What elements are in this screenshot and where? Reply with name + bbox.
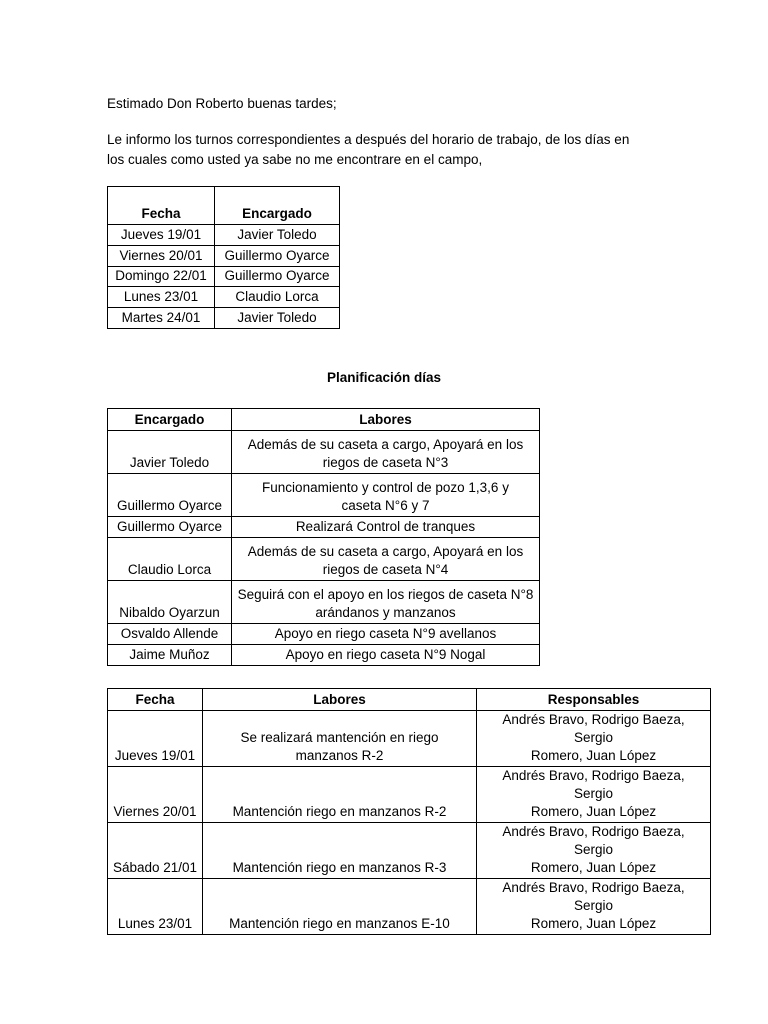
task-cell: Apoyo en riego caseta N°9 Nogal (232, 645, 540, 666)
table-row (108, 245, 340, 266)
date-cell: Viernes 20/01 (108, 245, 215, 266)
task-cell (203, 711, 477, 767)
header-responsables: Responsables (477, 689, 711, 711)
table-row (108, 517, 540, 538)
table-row (108, 538, 540, 581)
table-row (108, 581, 540, 624)
person-cell: Nibaldo Oyarzun (108, 581, 232, 624)
responsables-line: Romero, Juan López (530, 748, 657, 763)
task-line: riegos de caseta N°4 (322, 562, 449, 577)
date-cell: Jueves 19/01 (108, 711, 203, 767)
date-cell: Viernes 20/01 (108, 767, 203, 823)
responsables-line: Romero, Juan López (530, 916, 657, 931)
task-cell (232, 538, 540, 581)
task-cell (232, 474, 540, 517)
task-line: Funcionamiento y control de pozo 1,3,6 y (262, 480, 509, 495)
greeting-line: Estimado Don Roberto buenas tardes; (107, 96, 337, 111)
task-line: Se realizará mantención en riego (240, 730, 439, 745)
header-fecha: Fecha (108, 689, 203, 711)
responsables-line: Andrés Bravo, Rodrigo Baeza, Sergio (502, 768, 685, 801)
person-cell: Javier Toledo (215, 225, 340, 246)
table-row (108, 879, 711, 935)
planning-table (107, 408, 540, 666)
task-line: Seguirá con el apoyo en los riegos de caseta N°8 (237, 587, 534, 602)
date-cell: Jueves 19/01 (108, 225, 215, 246)
body-line-1: Le informo los turnos correspondientes a después del horario de trabajo, de los días en (107, 132, 630, 147)
header-encargado: Encargado (215, 187, 340, 225)
task-cell: Mantención riego en manzanos R-2 (203, 767, 477, 823)
responsables-cell (477, 823, 711, 879)
table-row (108, 266, 340, 287)
task-cell: Apoyo en riego caseta N°9 avellanos (232, 624, 540, 645)
responsables-line: Romero, Juan López (530, 804, 657, 819)
person-cell: Claudio Lorca (215, 287, 340, 308)
planning-title: Planificación días (326, 370, 442, 385)
table-row (108, 431, 540, 474)
task-line: riegos de caseta N°3 (322, 455, 449, 470)
task-cell (232, 581, 540, 624)
task-cell: Mantención riego en manzanos E-10 (203, 879, 477, 935)
task-line: caseta N°6 y 7 (341, 498, 430, 513)
task-line: manzanos R-2 (295, 748, 384, 763)
person-cell: Javier Toledo (108, 431, 232, 474)
responsables-line: Romero, Juan López (530, 860, 657, 875)
date-cell: Lunes 23/01 (108, 879, 203, 935)
table-row (108, 767, 711, 823)
responsables-cell (477, 767, 711, 823)
person-cell: Claudio Lorca (108, 538, 232, 581)
table-row (108, 624, 540, 645)
table-row (108, 287, 340, 308)
person-cell: Guillermo Oyarce (215, 245, 340, 266)
date-cell: Martes 24/01 (108, 308, 215, 329)
table-row (108, 225, 340, 246)
task-cell: Mantención riego en manzanos R-3 (203, 823, 477, 879)
person-cell: Jaime Muñoz (108, 645, 232, 666)
table-header-row (108, 187, 340, 225)
person-cell: Osvaldo Allende (108, 624, 232, 645)
table-row (108, 645, 540, 666)
task-line: arándanos y manzanos (315, 605, 456, 620)
responsables-line: Andrés Bravo, Rodrigo Baeza, Sergio (502, 824, 685, 857)
person-cell: Guillermo Oyarce (108, 474, 232, 517)
table-row (108, 823, 711, 879)
responsables-line: Andrés Bravo, Rodrigo Baeza, Sergio (502, 712, 685, 745)
shifts-table (107, 186, 340, 329)
header-labores: Labores (203, 689, 477, 711)
table-row (108, 474, 540, 517)
person-cell: Javier Toledo (215, 308, 340, 329)
body-line-2: los cuales como usted ya sabe no me encontrare en el campo, (107, 152, 483, 167)
person-cell: Guillermo Oyarce (108, 517, 232, 538)
table-header-row (108, 689, 711, 711)
responsables-line: Andrés Bravo, Rodrigo Baeza, Sergio (502, 880, 685, 913)
responsables-cell (477, 879, 711, 935)
task-cell (232, 431, 540, 474)
date-cell: Lunes 23/01 (108, 287, 215, 308)
table-row (108, 711, 711, 767)
maintenance-table (107, 688, 711, 935)
person-cell: Guillermo Oyarce (215, 266, 340, 287)
task-line: Además de su caseta a cargo, Apoyará en los (247, 544, 524, 559)
header-fecha: Fecha (108, 187, 215, 225)
date-cell: Sábado 21/01 (108, 823, 203, 879)
header-encargado: Encargado (108, 409, 232, 431)
table-header-row (108, 409, 540, 431)
date-cell: Domingo 22/01 (108, 266, 215, 287)
header-labores: Labores (232, 409, 540, 431)
table-row (108, 308, 340, 329)
responsables-cell (477, 711, 711, 767)
task-line: Además de su caseta a cargo, Apoyará en los (247, 437, 524, 452)
task-cell: Realizará Control de tranques (232, 517, 540, 538)
